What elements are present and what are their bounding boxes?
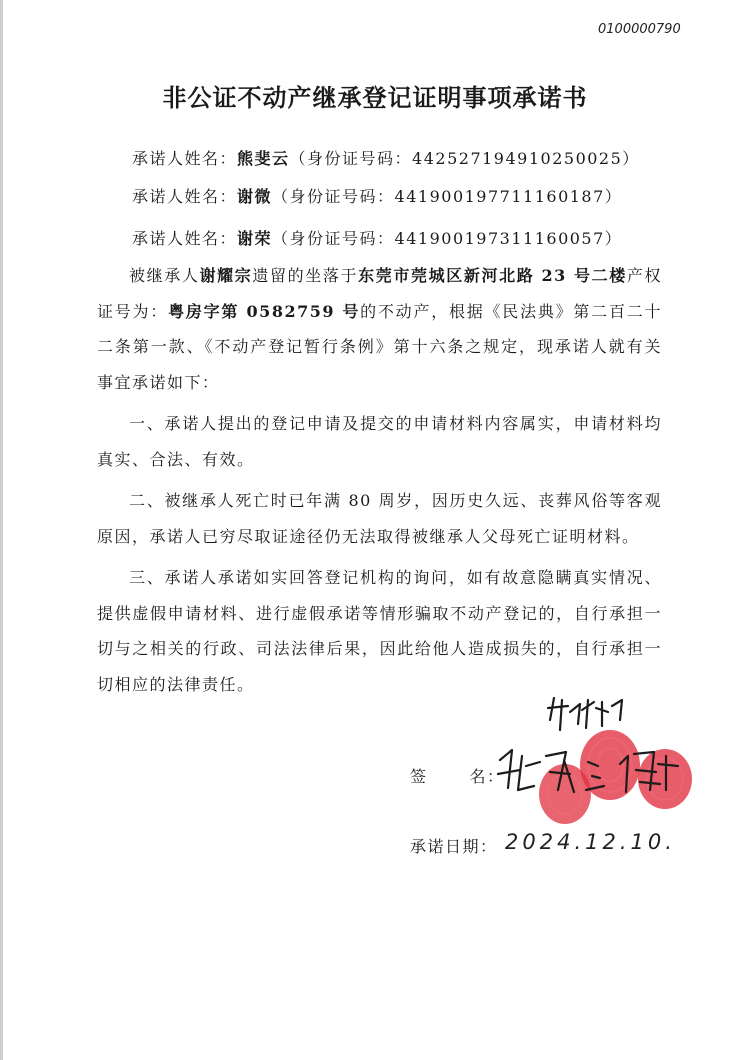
- serial-number: 0100000790: [598, 22, 681, 37]
- handwritten-date: 2024.12.10.: [505, 830, 676, 854]
- document-body: [97, 258, 662, 702]
- id-suffix: ）: [604, 229, 623, 248]
- promisor-name: 谢微: [237, 187, 273, 206]
- commitment-item-3: 三、承诺人承诺如实回答登记机构的询问，如有故意隐瞒真实情况、提供虚假申请材料、进行虚假承诺等情形骗取不动产登记的，自行承担一切与之相关的行政、司法法律后果，因此给他人造成损失的，自行承担一切相应的法律责任。: [97, 568, 662, 694]
- promisor-line-3: [132, 226, 622, 249]
- signature-label-a: 签: [410, 767, 428, 786]
- promisor-line-2: [132, 184, 622, 207]
- id-prefix: （身份证号码：: [289, 149, 413, 168]
- intro-text: 遗留的坐落于: [252, 266, 359, 285]
- promisor-label: 承诺人姓名：: [132, 149, 238, 168]
- intro-paragraph: [97, 258, 662, 400]
- id-number: 442527194910250025: [412, 149, 623, 168]
- intro-text: 被继承人: [129, 266, 200, 285]
- id-number: 441900197711160187: [394, 187, 605, 206]
- certificate-number: 粤房字第 0582759 号: [168, 301, 361, 321]
- handwritten-signatures: [470, 690, 710, 825]
- id-prefix: （身份证号码：: [272, 187, 395, 206]
- id-suffix: ）: [604, 187, 623, 206]
- signature-label: [410, 764, 505, 787]
- date-label: 承诺日期：: [410, 837, 498, 856]
- promisor-name: 熊斐云: [237, 149, 290, 168]
- promisor-line-1: [132, 146, 640, 169]
- decedent-name: 谢耀宗: [199, 266, 253, 285]
- intro-text: 的不动产，根据《民法典》第二百二十二条第一款、《不动产登记暂行条例》第十六条之规定，现承诺人就有关事宜承诺如下：: [97, 301, 662, 392]
- promisor-name: 谢荣: [237, 229, 273, 248]
- id-prefix: （身份证号码：: [272, 229, 395, 248]
- id-number: 441900197311160057: [394, 229, 605, 248]
- document-title: 非公证不动产继承登记证明事项承诺书: [162, 83, 588, 112]
- promisor-label: 承诺人姓名：: [132, 229, 238, 248]
- promisor-label: 承诺人姓名：: [132, 187, 238, 206]
- id-suffix: ）: [622, 149, 640, 168]
- signature-label-b: 名：: [469, 767, 505, 786]
- intro-text: 产权证号为：: [97, 266, 662, 321]
- property-address: 东莞市莞城区新河北路 23 号二楼: [358, 266, 627, 285]
- commitment-item-2: 二、被继承人死亡时已年满 80 周岁，因历史久远、丧葬风俗等客观原因，承诺人已穷尽取证途径仍无法取得被继承人父母死亡证明材料。: [97, 491, 662, 546]
- commitment-item-1: 一、承诺人提出的登记申请及提交的申请材料内容属实，申请材料均真实、合法、有效。: [97, 414, 662, 469]
